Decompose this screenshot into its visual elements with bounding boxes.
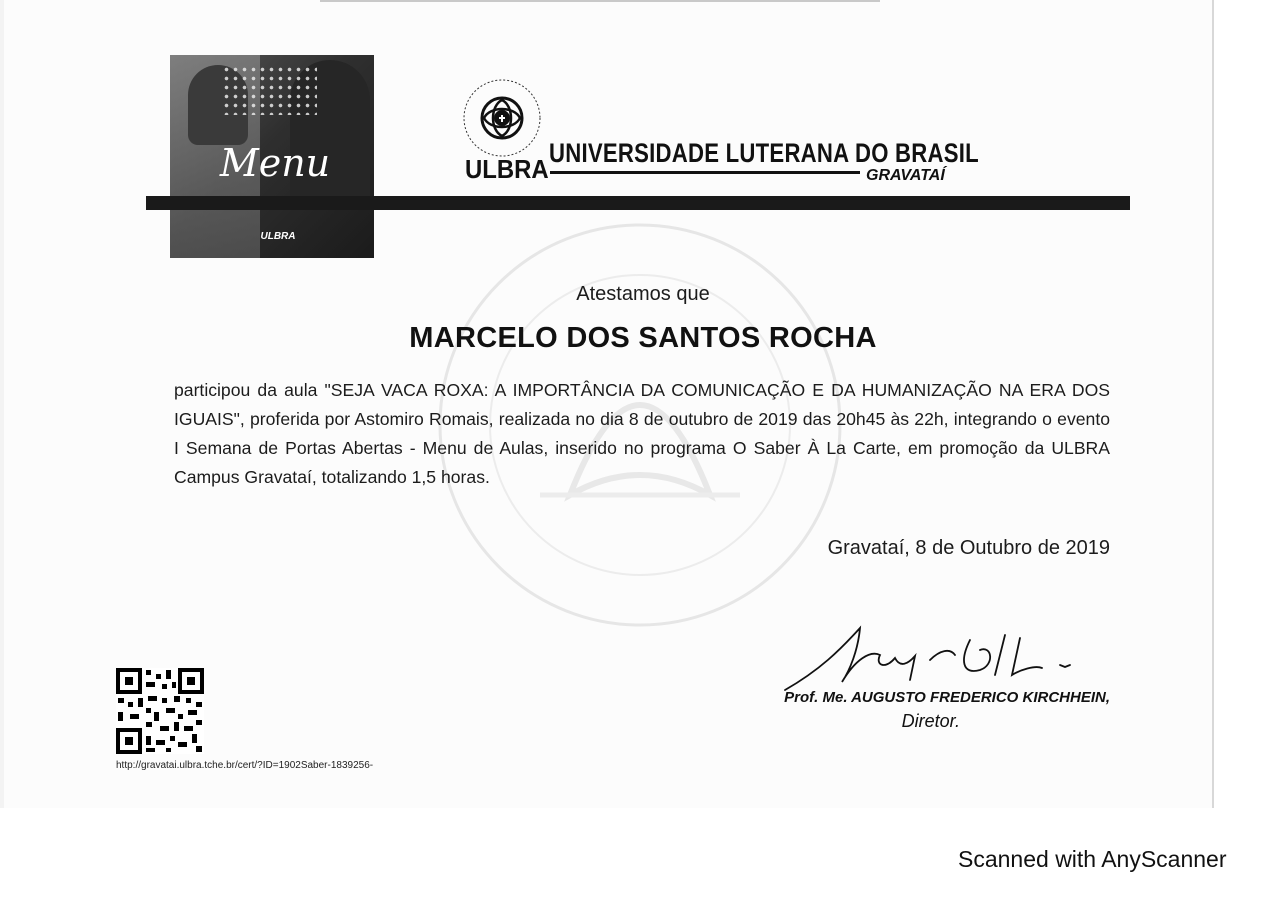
university-name-rule <box>550 171 860 174</box>
signer-name: Prof. Me. AUGUSTO FREDERICO KIRCHHEIN, <box>784 689 1110 706</box>
banner-title: Menu <box>219 141 331 185</box>
banner-icons-pattern <box>222 65 317 115</box>
ulbra-logo-text: ULBRA <box>465 154 549 184</box>
signer-title: Diretor. <box>901 711 960 731</box>
certificate-intro: Atestamos que <box>576 283 710 305</box>
campus-name: GRAVATAÍ <box>866 167 945 184</box>
header-divider <box>146 196 1130 210</box>
menu-de-aulas-banner <box>170 55 374 258</box>
recipient-name: MARCELO DOS SANTOS ROCHA <box>409 322 877 354</box>
certificate-body: participou da aula "SEJA VACA ROXA: A IMPORTÂNCIA DA COMUNICAÇÃO E DA HUMANIZAÇÃO NA ERA DOS IGUAIS", proferida por Astomiro Romais, realizada no dia 8 de outubro de 2019 das 20h45 às 22h, integrando o evento I Semana de Portas Abertas - Menu de Aulas, inserido no programa O Saber À La Carte, em promoção da ULBRA Campus Gravataí, totalizando 1,5 horas. <box>174 380 1110 487</box>
scan-edge-line <box>320 0 880 2</box>
banner-brand: ULBRA <box>260 231 296 242</box>
university-name: UNIVERSIDADE LUTERANA DO BRASIL <box>549 138 979 168</box>
scanner-watermark-text: Scanned with AnyScanner <box>958 846 1227 872</box>
qr-code-icon <box>116 668 204 754</box>
verification-url: http://gravatai.ulbra.tche.br/cert/?ID=1902Saber-1839256- <box>116 760 374 771</box>
scan-shadow <box>0 0 4 808</box>
place-and-date: Gravataí, 8 de Outubro de 2019 <box>827 537 1110 559</box>
handwritten-signature <box>780 620 1100 700</box>
ulbra-seal-icon <box>460 76 544 160</box>
